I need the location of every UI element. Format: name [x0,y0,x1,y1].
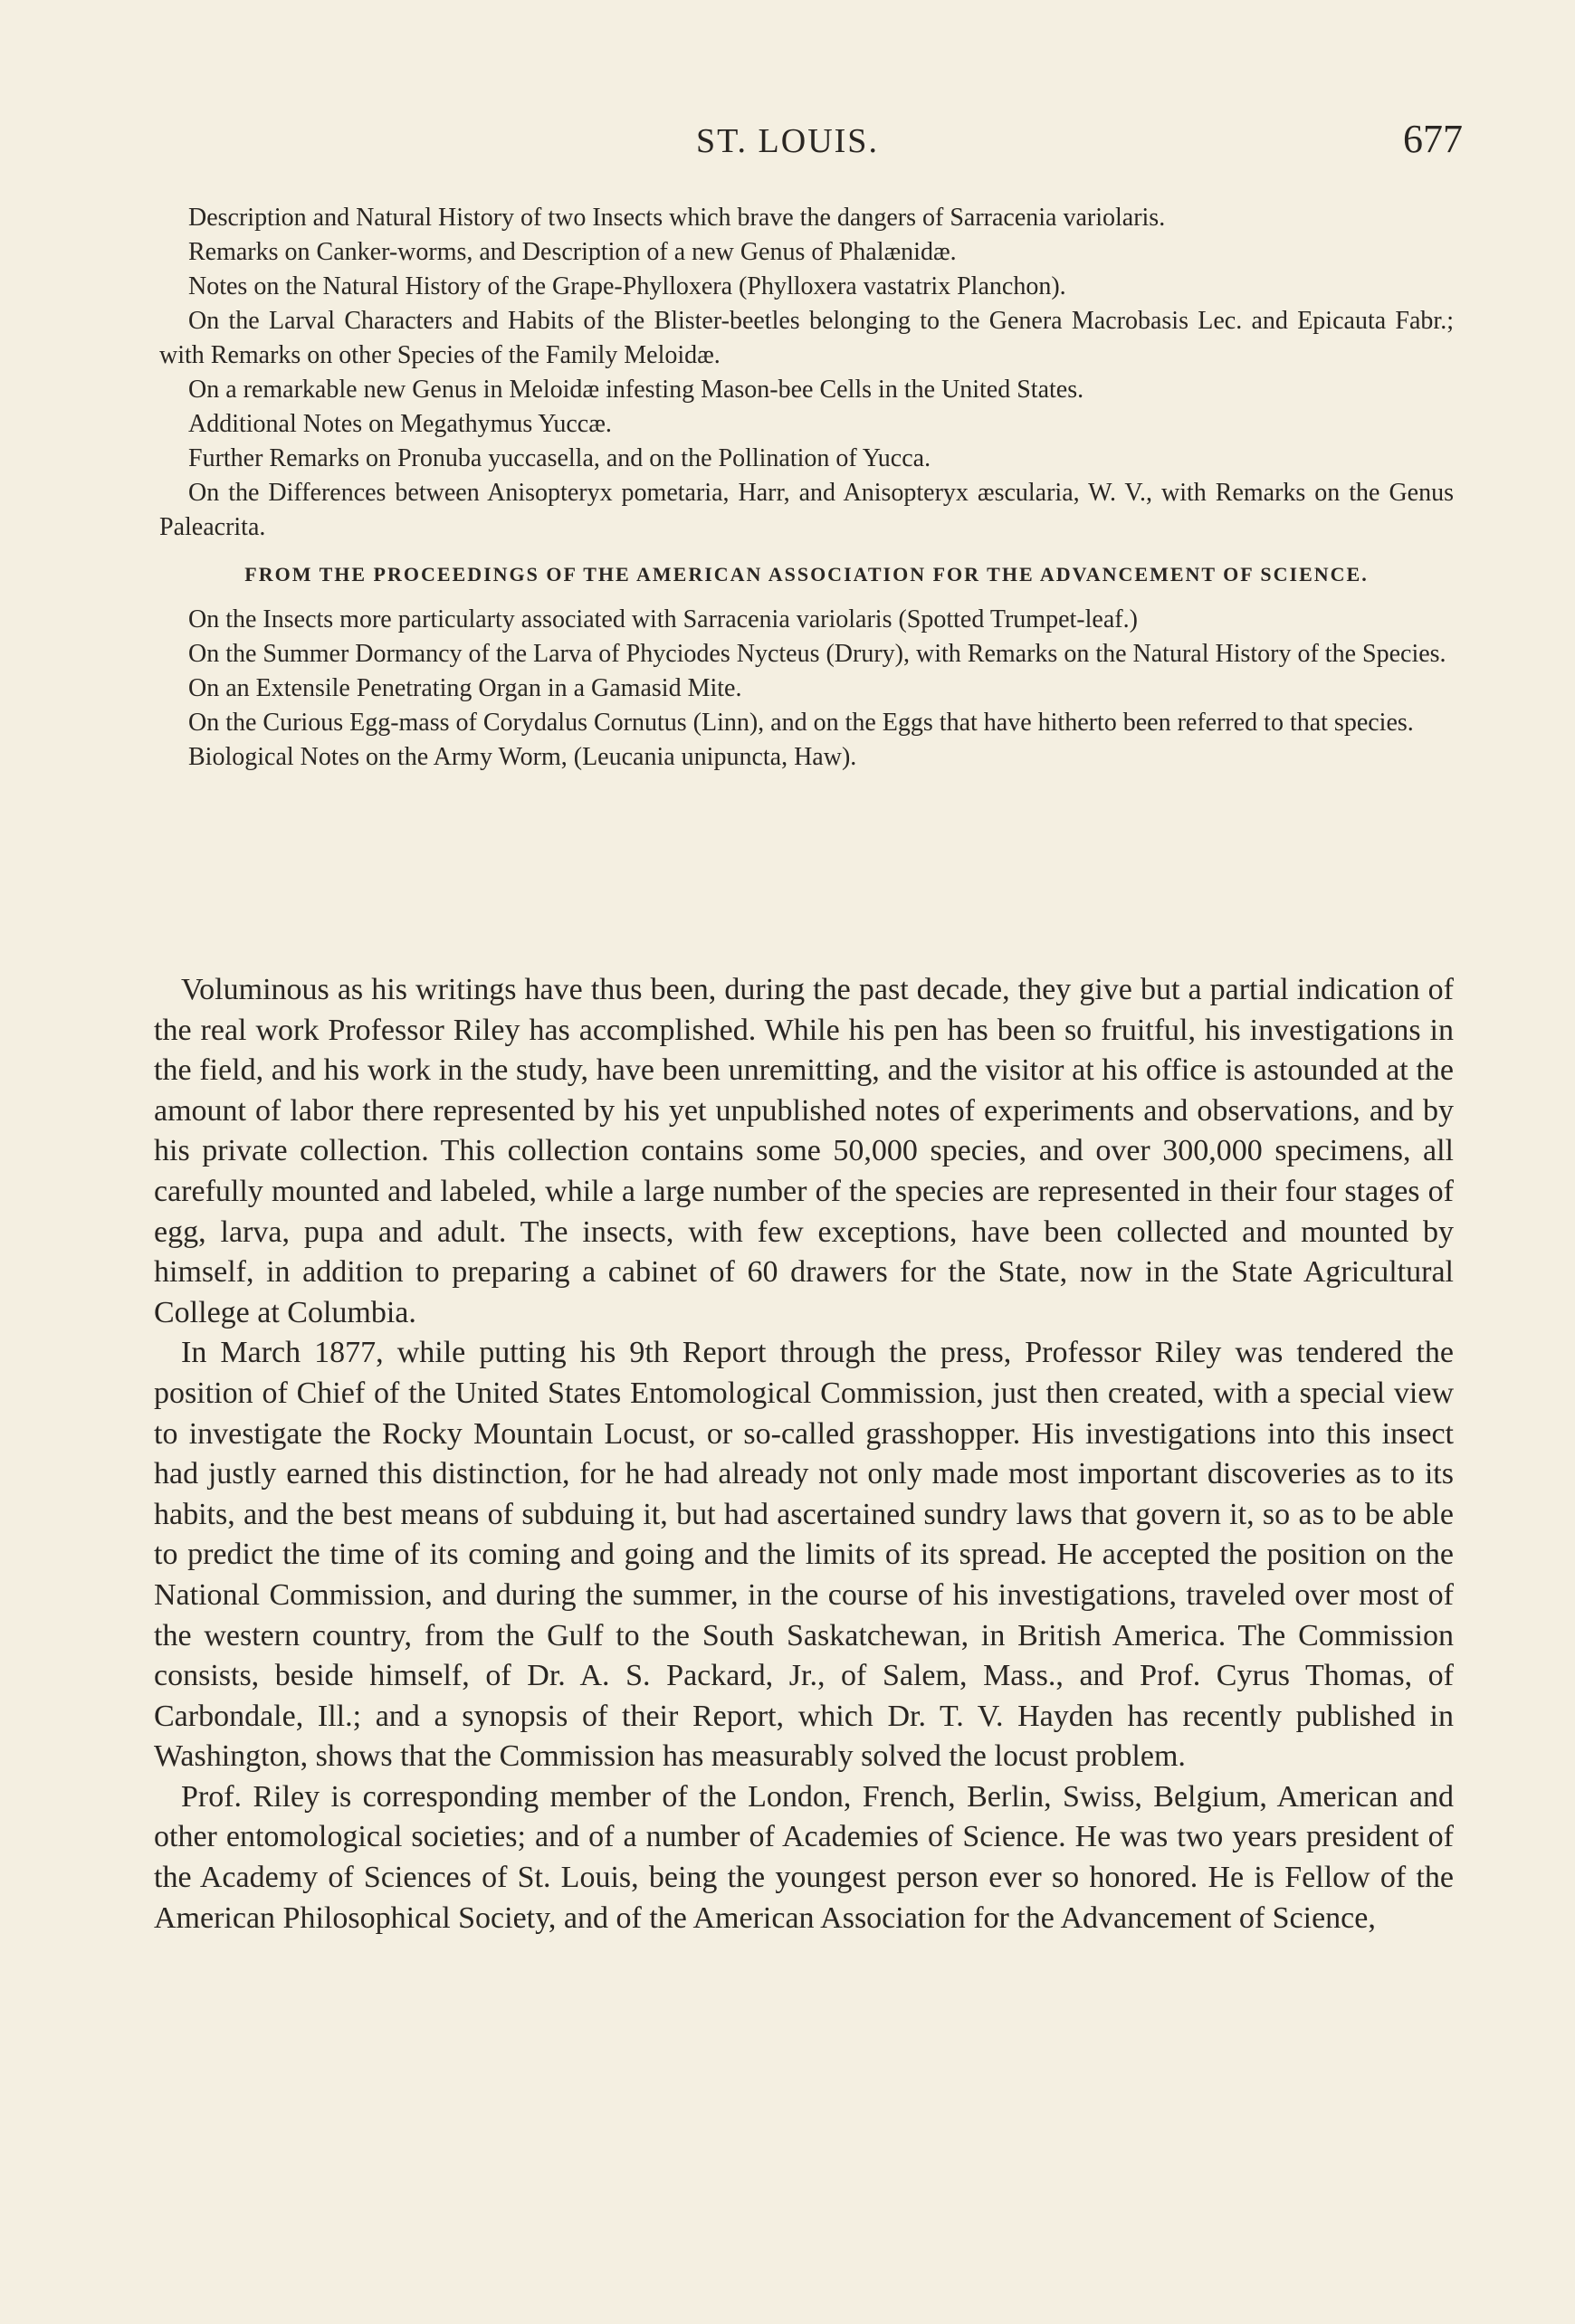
paragraph: Voluminous as his writings have thus been, during the past decade, they give but a partial indication of the real work Professor Riley has accomplished. While his pen has been so fruitful, his investigations in the field, and his work in the study, have been unremitting, and the visitor at his office is astounded at the amount of labor there represented by his yet unpublished notes of experiments and observations, and by his private collection. This collection contains some 50,000 species, and over 300,000 specimens, all carefully mounted and labeled, while a large number of the species are represented in their four stages of egg, larva, pupa and adult. The insects, with few exceptions, have been collected and mounted by himself, in addition to preparing a cabinet of 60 drawers for the State, now in the State Agricultural College at Columbia. [154,973,1454,1329]
paragraph: In March 1877, while putting his 9th Report through the press, Professor Riley was tendered the position of Chief of the United States Entomological Commission, just then created, with a special view to investigate the Rocky Mountain Locust, or so-called grasshopper. His investigations into this insect had justly earned this distinction, for he had already not only made most important discoveries as to its habits, and the best means of subduing it, but had ascertained sundry laws that govern it, so as to be able to predict the time of its coming and going and the limits of its spread. He accepted the position on the National Commission, and during the summer, in the course of his investigations, traveled over most of the western country, from the Gulf to the South Saskatchewan, in British America. The Commission consists, beside himself, of Dr. A. S. Packard, Jr., of Salem, Mass., and Prof. Cyrus Thomas, of Carbondale, Ill.; and a synopsis of their Report, which Dr. T. V. Hayden has recently published in Washington, shows that the Commission has measurably solved the locust problem. [154,1336,1454,1774]
list-item: On the Curious Egg-mass of Corydalus Cornutus (Linn), and on the Eggs that have hitherto been referred to that species. [188,709,1414,737]
list-item: Additional Notes on Megathymus Yuccæ. [188,410,612,438]
list-item: On the Summer Dormancy of the Larva of Phyciodes Nycteus (Drury), with Remarks on the Natural History of the Species. [188,640,1446,668]
list-item: On the Insects more particularty associated with Sarracenia variolaris (Spotted Trumpet-leaf.) [188,605,1138,633]
running-head: ST. LOUIS. [696,122,879,160]
publication-list [159,201,1454,775]
body-text [154,970,1454,1938]
paragraph: Prof. Riley is corresponding member of the London, French, Berlin, Swiss, Belgium, American and other entomological societies; and of a number of Academies of Science. He was two years president of the Academy of Sciences of St. Louis, being the youngest person ever so honored. He is Fellow of the American Philosophical Society, and of the American Association for the Advancement of Science, [154,1779,1454,1935]
list-item: Notes on the Natural History of the Grape-Phylloxera (Phylloxera vastatrix Planchon). [188,272,1066,300]
list-item: On a remarkable new Genus in Meloidæ infesting Mason-bee Cells in the United States. [188,376,1084,404]
list-item: Remarks on Canker-worms, and Description of a new Genus of Phalænidæ. [188,238,957,266]
page-header [0,116,1575,170]
list-item: On the Larval Characters and Habits of the Blister-beetles belonging to the Genera Macrobasis Lec. and Epicauta Fabr.; with Remarks on other Species of the Family Meloidæ. [159,307,1454,369]
section-heading: FROM THE PROCEEDINGS OF THE AMERICAN ASSOCIATION FOR THE ADVANCEMENT OF SCIENCE. [244,563,1369,586]
page-number: 677 [1403,117,1463,161]
list-item: Description and Natural History of two Insects which brave the dangers of Sarracenia variolaris. [188,204,1166,232]
list-item: On an Extensile Penetrating Organ in a Gamasid Mite. [188,674,742,702]
list-item: On the Differences between Anisopteryx pometaria, Harr, and Anisopteryx æscularia, W. V., with Remarks on the Genus Paleacrita. [159,479,1454,541]
list-item: Biological Notes on the Army Worm, (Leucania unipuncta, Haw). [188,743,857,771]
list-item: Further Remarks on Pronuba yuccasella, and on the Pollination of Yucca. [188,444,931,472]
